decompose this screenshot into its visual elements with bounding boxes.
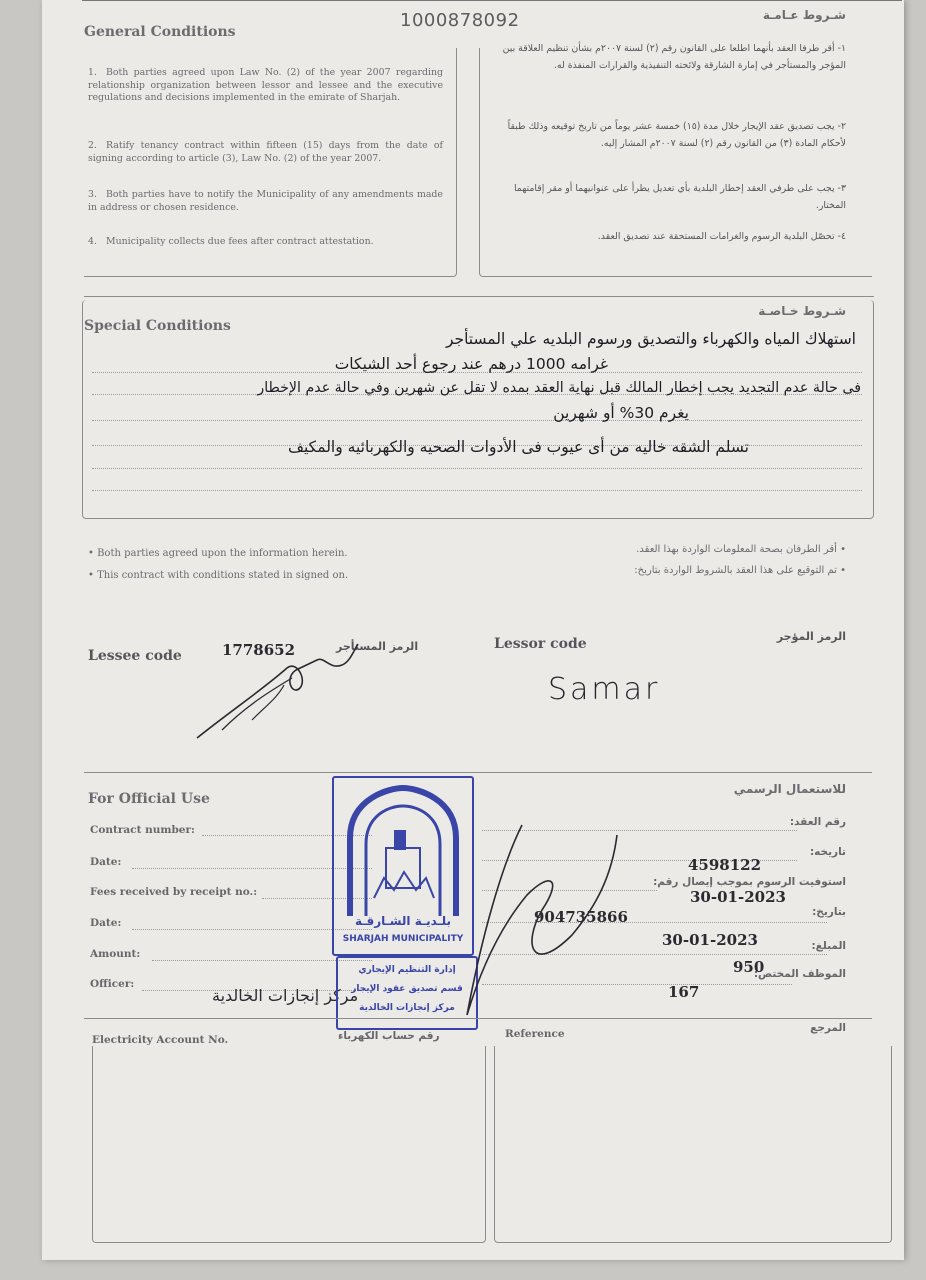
special-condition-line: تسلم الشقه خاليه من أى عيوب فى الأدوات الصحيه والكهربائيه والمكيف (287, 438, 749, 456)
lessor-code-label: Lessor code (494, 636, 587, 652)
date-label-ar: تاريخه: (809, 846, 846, 858)
official-value: 167 (668, 983, 700, 1001)
general-item-ar: ٣- يجب على طرفي العقد إخطار البلدية بأي تعديل يطرأ على عنوانيهما أو مقر إقامتهما المختار. (513, 183, 846, 211)
officer-label: Officer: (90, 978, 135, 990)
stamp-dept-line: إدارة التنظيم الإيجاري (358, 965, 456, 975)
contract-number-label-ar: رقم العقد: (789, 816, 846, 828)
official-value: 30-01-2023 (662, 931, 758, 949)
top-rule (82, 0, 902, 1)
general-item-en: 2. Ratify tenancy contract within fifteen (15) days from the date of signing according to article (3), Law No. (2) of the year 2007. (88, 140, 443, 164)
amount-label: Amount: (90, 948, 141, 960)
general-item-en: 1. Both parties agreed upon Law No. (2) of the year 2007 regarding relationship organization between lessor and lessee and the executive regulations and decisions implemented in the emirate of Sharjah. (88, 67, 443, 103)
electricity-label: Electricity Account No. (92, 1034, 229, 1046)
stamp-dept-line: قسم تصديق عقود الإيجار (351, 984, 463, 994)
officer-signature (422, 815, 622, 1025)
stamp-dept-line: مركز إنجازات الخالدية (359, 1003, 455, 1013)
official-value: 950 (733, 958, 765, 976)
reference-label: Reference (505, 1028, 565, 1040)
special-condition-line: يغرم 30% أو شهرين (553, 404, 689, 422)
reference-label-ar: المرجع (810, 1022, 846, 1034)
official-value: 904735866 (534, 908, 628, 926)
official-value: 4598122 (688, 856, 762, 874)
official-title-en: For Official Use (88, 791, 210, 807)
center-name: مركز إنجازات الخالدية (212, 986, 359, 1005)
official-rule (84, 772, 872, 773)
lessee-code-label: Lessee code (88, 648, 182, 664)
official-value: 30-01-2023 (690, 888, 786, 906)
agreement-en: • This contract with conditions stated in signed on. (88, 570, 349, 581)
special-title-en: Special Conditions (84, 318, 231, 334)
electricity-label-ar: رقم حساب الكهرباء (338, 1030, 440, 1042)
lessee-code-value: 1778652 (222, 641, 296, 659)
lessee-signature (192, 630, 362, 745)
dotted-line (92, 490, 862, 491)
special-rule (84, 296, 874, 297)
general-item-en: 4. Municipality collects due fees after contract attestation. (88, 236, 374, 247)
dotted-line (92, 420, 862, 421)
general-title-ar: شـروط عـامـة (762, 8, 846, 22)
agreement-ar: • تم التوقيع على هذا العقد بالشروط الواردة بتاريخ: (634, 565, 846, 576)
receipt-label: Fees received by receipt no.: (90, 886, 258, 898)
dotted-line (92, 468, 862, 469)
bottom-rule (84, 1018, 872, 1019)
general-title-en: General Conditions (84, 24, 236, 40)
lessor-code-label-ar: الرمز المؤجر (776, 630, 846, 643)
receipt-label-ar: استوفيت الرسوم بموجب إيصال رقم: (653, 876, 846, 888)
stamp-name-ar: بلـديـة الشـارقـة (354, 914, 452, 928)
contract-number: 1000878092 (400, 10, 520, 31)
officer-label-ar: الموظف المختص: (753, 968, 846, 980)
receipt-date-label-ar: بتاريخ: (812, 906, 846, 918)
general-item-ar: ٢- يجب تصديق عقد الإيجار خلال مدة (١٥) خمسة عشر يوماً من تاريخ توقيعه وذلك طبقاً لأحكام المادة (٣) من القانون رقم (٢) لسنة ٢٠٠٧م المشار إليه. (507, 121, 846, 149)
contract-page (42, 0, 904, 1260)
special-condition-line: غرامه 1000 درهم عند رجوع أحد الشيكات (334, 355, 608, 373)
reference-box (494, 1046, 892, 1243)
receipt-date-label: Date: (90, 917, 122, 929)
general-item-en: 3. Both parties have to notify the Municipality of any amendments made in address or chosen residence. (88, 189, 443, 213)
lessor-signature: Samar (548, 672, 661, 707)
amount-label-ar: المبلغ: (811, 940, 846, 952)
general-item-ar: ١- أقر طرفا العقد بأنهما اطلعا على القانون رقم (٢) لسنة ٢٠٠٧م بشأن تنظيم العلاقة بين المؤجر والمستأجر في إمارة الشارقة ولائحته التنفيذية والقرارات المنفذة له. (502, 43, 846, 71)
agreement-ar: • أقر الطرفان بصحة المعلومات الواردة بهذا العقد. (636, 544, 846, 555)
electricity-box (92, 1046, 486, 1243)
special-condition-line: استهلاك المياه والكهرباء والتصديق ورسوم البلديه علي المستأجر (445, 330, 856, 348)
official-title-ar: للاستعمال الرسمي (733, 782, 846, 796)
special-condition-line: فى حالة عدم التجديد يجب إخطار المالك قبل نهاية العقد بمده لا تقل عن شهرين وفي حالة عدم الإخطار (257, 380, 861, 396)
agreement-en: • Both parties agreed upon the information herein. (88, 548, 348, 559)
lessee-code-label-ar: الرمز المستأجر (336, 640, 419, 653)
stamp-name-en: SHARJAH MUNICIPALITY (342, 934, 464, 944)
special-title-ar: شـروط خـاصـة (758, 304, 846, 318)
date-label: Date: (90, 856, 122, 868)
general-item-ar: ٤- تحصّل البلدية الرسوم والغرامات المستحقة عند تصديق العقد. (597, 231, 846, 242)
contract-number-label: Contract number: (90, 824, 195, 836)
